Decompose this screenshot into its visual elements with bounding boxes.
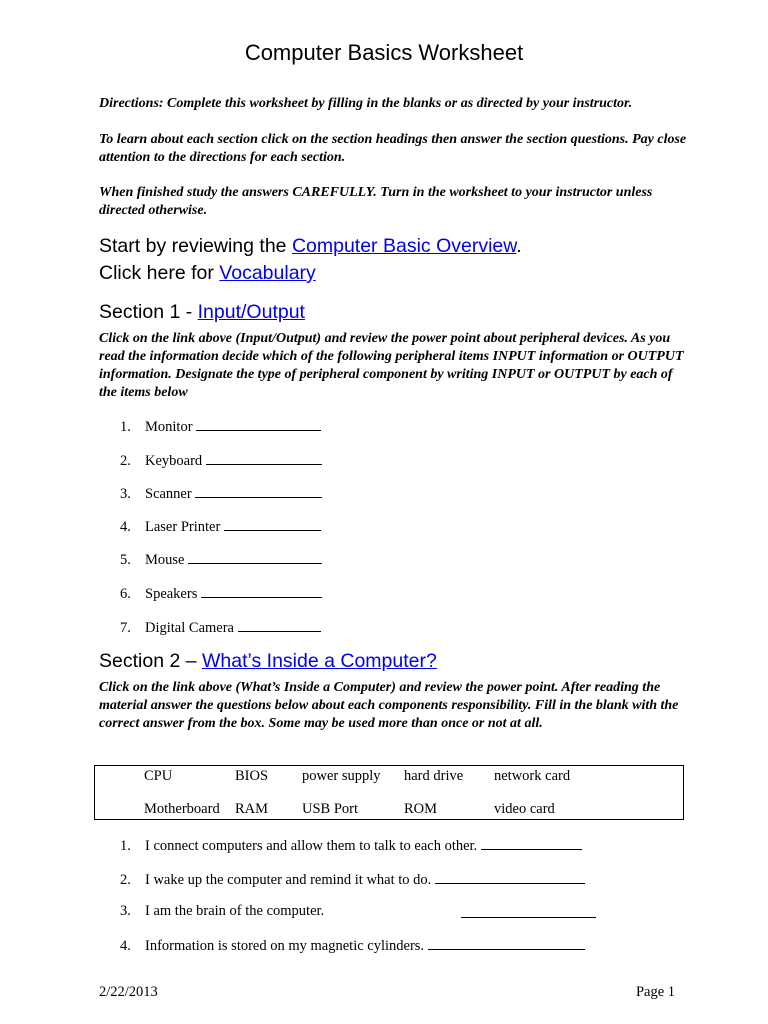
section-1-heading (99, 299, 305, 326)
item-number: 3. (120, 486, 131, 502)
footer-page-number: Page 1 (635, 984, 675, 1000)
vocabulary-line (99, 260, 316, 287)
answer-blank[interactable] (201, 583, 322, 598)
section-1-heading-prefix: Section 1 - (99, 301, 198, 323)
section-2-question (120, 902, 324, 920)
answer-blank[interactable] (238, 617, 321, 632)
item-number: 1. (120, 419, 131, 435)
word-bank-term: network card (494, 768, 571, 784)
start-suffix: . (516, 235, 522, 257)
section-1-item (120, 617, 321, 637)
answer-blank[interactable] (461, 903, 596, 918)
word-bank-term: BIOS (235, 768, 269, 784)
section-2-question (120, 869, 585, 889)
word-bank-term: CPU (144, 768, 173, 784)
question-text: I wake up the computer and remind it what to do. (145, 872, 432, 888)
answer-blank[interactable] (435, 869, 585, 884)
item-label: Keyboard (145, 453, 203, 469)
input-output-link[interactable]: Input/Output (197, 301, 305, 323)
start-line (99, 233, 522, 260)
footer-date: 2/22/2013 (99, 984, 158, 1000)
item-number: 7. (120, 620, 131, 636)
section-1-item (120, 450, 322, 470)
section-2-instructions: Click on the link above (What’s Inside a Computer) and review the power point. After reading the material answer the questions below about each components responsibility. Fill in the blank with the correct answer from the box. Some may be used more than once or not at all. (99, 680, 679, 731)
section-2-question (120, 835, 582, 855)
section-1-item (120, 583, 322, 603)
item-label: Scanner (145, 486, 192, 502)
word-bank-term: hard drive (404, 768, 464, 784)
item-label: Digital Camera (145, 620, 234, 636)
item-number: 5. (120, 552, 131, 568)
question-number: 2. (120, 872, 131, 888)
answer-blank[interactable] (206, 450, 322, 465)
word-bank-term: power supply (302, 768, 381, 784)
section-1-item (120, 416, 321, 436)
question-text: I connect computers and allow them to talk to each other. (145, 838, 478, 854)
question-number: 1. (120, 838, 131, 854)
answer-blank[interactable] (224, 516, 321, 531)
question-number: 4. (120, 938, 131, 954)
question-text: Information is stored on my magnetic cylinders. (145, 938, 425, 954)
directions-paragraph-2: To learn about each section click on the section headings then answer the section questions. Pay close attention to the directions for each section. (99, 132, 687, 165)
section-1-instructions: Click on the link above (Input/Output) and review the power point about peripheral devices. As you read the information decide which of the following peripheral items INPUT information or OUTPUT information. Designate the type of peripheral component by writing INPUT or OUTPUT by each of the items below (99, 331, 684, 400)
vocabulary-prefix: Click here for (99, 262, 220, 284)
item-number: 6. (120, 586, 131, 602)
item-number: 4. (120, 519, 131, 535)
directions-paragraph-3: When finished study the answers CAREFULLY. Turn in the worksheet to your instructor unless directed otherwise. (99, 185, 653, 218)
item-label: Laser Printer (145, 519, 221, 535)
word-bank-term: USB Port (302, 801, 359, 817)
section-1-item (120, 483, 322, 503)
word-bank-term: ROM (404, 801, 438, 817)
whats-inside-a-computer-link[interactable]: What’s Inside a Computer? (201, 650, 437, 672)
page-title: Computer Basics Worksheet (244, 40, 524, 65)
answer-blank[interactable] (481, 835, 582, 850)
section-2-question (120, 935, 585, 955)
section-1-item (120, 516, 321, 536)
word-bank-term: RAM (235, 801, 269, 817)
answer-blank[interactable] (196, 416, 321, 431)
item-label: Mouse (145, 552, 185, 568)
computer-basic-overview-link[interactable]: Computer Basic Overview (291, 235, 517, 257)
vocabulary-link[interactable]: Vocabulary (219, 262, 316, 284)
answer-blank[interactable] (195, 483, 322, 498)
section-1-item (120, 549, 322, 569)
answer-blank[interactable] (188, 549, 322, 564)
word-bank-term: video card (494, 801, 555, 817)
question-text: I am the brain of the computer. (145, 903, 325, 919)
start-prefix: Start by reviewing the (99, 235, 292, 257)
section-2-heading (99, 648, 437, 675)
item-label: Speakers (145, 586, 198, 602)
answer-blank[interactable] (428, 935, 585, 950)
item-label: Monitor (145, 419, 193, 435)
question-number: 3. (120, 903, 131, 919)
word-bank-term: Motherboard (144, 801, 220, 817)
section-2-heading-prefix: Section 2 – (99, 650, 202, 672)
directions-paragraph-1: Directions: Complete this worksheet by filling in the blanks or as directed by your instructor. (99, 96, 633, 111)
item-number: 2. (120, 453, 131, 469)
